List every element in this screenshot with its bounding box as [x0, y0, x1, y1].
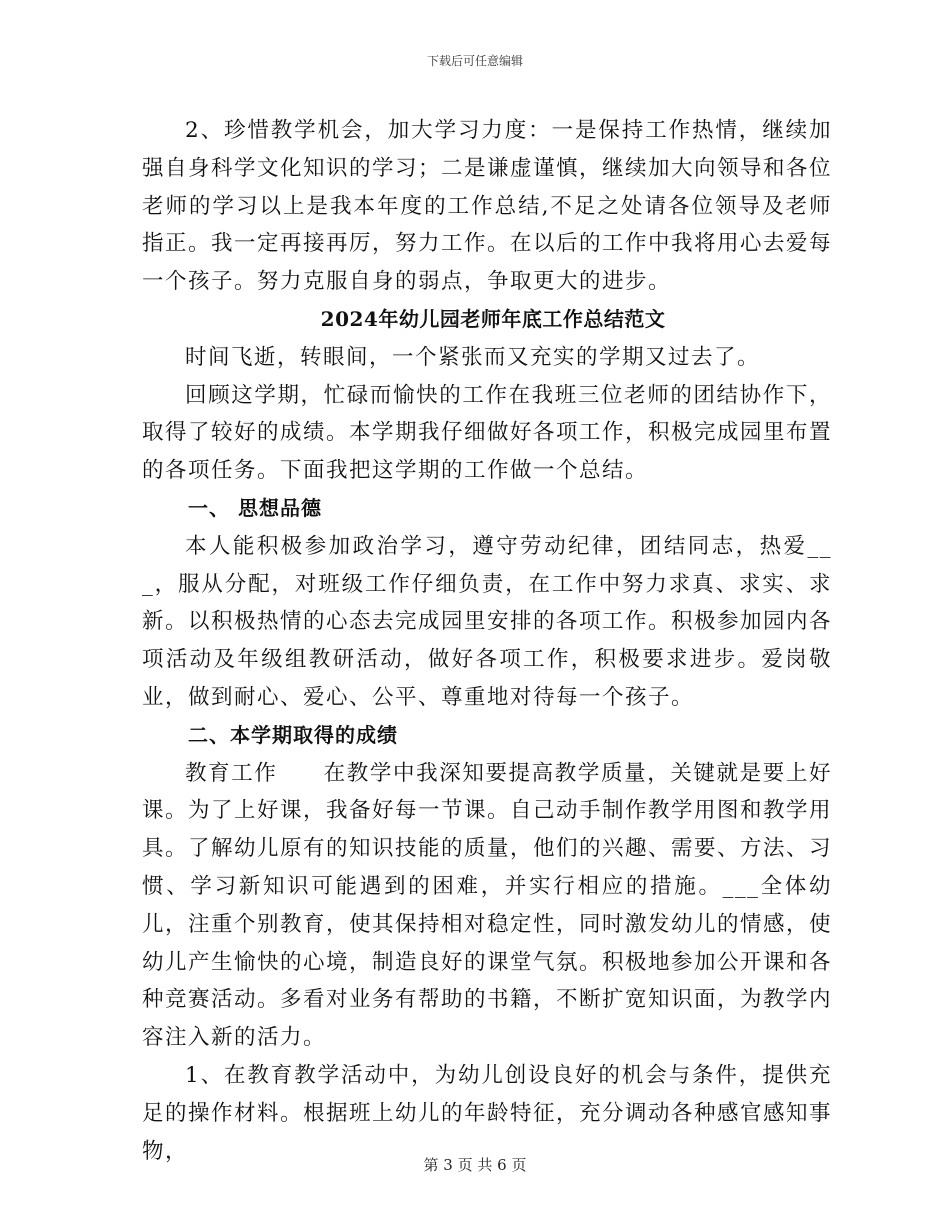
page-number: 第 3 页 共 6 页: [423, 1156, 527, 1174]
paragraph-teaching-activities: 1、在教育教学活动中，为幼儿创设良好的机会与条件，提供充足的操作材料。根据班上幼儿的年龄特征，充分调动各种感官感知事物，: [142, 1062, 833, 1164]
paragraph-ideology: 本人能积极参加政治学习，遵守劳动纪律，团结同志，热爱___，服从分配，对班级工作仔细负责，在工作中努力求真、求实、求新。以积极热情的心态去完成园里安排的各项工作。积极参加园内各项活动及年级组教研活动，做好各项工作，积极要求进步。爱岗敬业，做到耐心、爱心、公平、尊重地对待每一个孩子。: [142, 533, 833, 710]
section-heading-ideology: 一、 思想品德: [188, 495, 322, 520]
paragraph-teaching-work: 教育工作 在教学中我深知要提高教学质量，关键就是要上好课。为了上好课，我备好每一节课。自己动手制作教学用图和教学用具。了解幼儿原有的知识技能的质量，他们的兴趣、需要、方法、习惯、学习新知识可能遇到的困难，并实行相应的措施。___全体幼儿，注重个别教育，使其保持相对稳定性，同时激发幼儿的情感，使幼儿产生愉快的心境，制造良好的课堂气氛。积极地参加公开课和各种竞赛活动。多看对业务有帮助的书籍，不断扩宽知识面，为教学内容注入新的活力。: [142, 760, 833, 1051]
paragraph-study-effort: 2、珍惜教学机会，加大学习力度：一是保持工作热情，继续加强自身科学文化知识的学习；二是谦虚谨慎，继续加大向领导和各位老师的学习以上是我本年度的工作总结,不足之处请各位领导及老师指正。我一定再接再厉，努力工作。在以后的工作中我将用心去爱每一个孩子。努力克服自身的弱点，争取更大的进步。: [142, 118, 833, 295]
document-title: 2024年幼儿园老师年底工作总结范文: [320, 306, 666, 331]
page-header-note: 下载后可任意编辑: [426, 54, 523, 68]
paragraph-review: 回顾这学期，忙碌而愉快的工作在我班三位老师的团结协作下，取得了较好的成绩。本学期我仔细做好各项工作，积极完成园里布置的各项任务。下面我把这学期的工作做一个总结。: [142, 382, 833, 484]
section-heading-achievements: 二、本学期取得的成绩: [188, 722, 398, 747]
document-body: [142, 112, 832, 1170]
paragraph-intro-time: 时间飞逝，转眼间，一个紧张而又充实的学期又过去了。: [185, 344, 761, 370]
